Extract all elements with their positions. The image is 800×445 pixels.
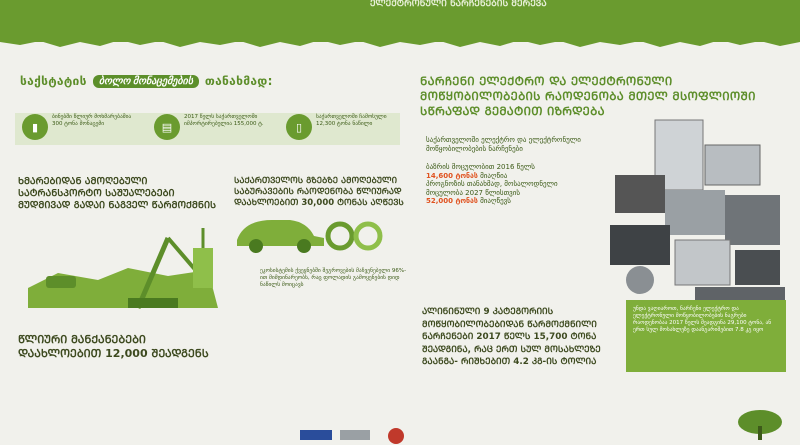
partner-logo bbox=[340, 430, 370, 440]
mid-line: პროგნოზის თანახმად, მოსალოდნელი მოცულობა 2027 წლისთვის bbox=[426, 180, 558, 197]
eu-flag-logo bbox=[300, 430, 332, 440]
block2-body: ეკოსისტემის ქვეყნებში შეგროვების მაჩვენებელი 96%-ით მიმდინარეობს, რაც ფოლადის გამოყენების დიდ ნაწილს მოიცავს bbox=[260, 268, 407, 288]
seal-logo bbox=[388, 428, 404, 444]
title-prefix: საქსტატის bbox=[20, 74, 87, 88]
phone-icon: ▯ bbox=[286, 114, 312, 140]
value1-after: მიაღწია bbox=[480, 171, 508, 180]
right-para bbox=[426, 136, 591, 206]
top-headline: ᲔᲚᲔᲥᲢᲠᲝᲜᲣᲚᲘ ᲜᲐᲠᲩᲔᲜᲔᲑᲘᲡ ᲛᲔᲠᲔᲕᲐ bbox=[370, 0, 547, 9]
green-info-box: უნდა ვაღიაროთ, ნარჩენი ელექტრო და ელექტრონული მოწყობილობების ნაგრები რაოდენობაა 2017 წელს შეადგინა 29,100 ტონა, ან ერთ სულ მოსახლეზე დაანგარიშებით 7.8 კგ იყო bbox=[626, 300, 786, 372]
block3-title: ᲐᲚᲘᲜᲘᲜᲣᲚᲘ 9 ᲙᲐᲢᲔᲒᲝᲠᲘᲘᲡ ᲛᲝᲬᲧᲝᲑᲘᲚᲝᲑᲔᲑᲘᲓᲐᲜ ᲬᲐᲠᲛᲝᲥᲛᲜᲘᲚᲘ ᲜᲐᲠᲩᲔᲜᲔᲑᲘ 2017 ᲬᲔᲚᲡ 15,700 ᲢᲝᲜᲐ ᲨᲔᲐᲓᲒᲘᲜᲐ, ᲠᲐᲪ ᲔᲠᲗ ᲡᲣᲚ ᲛᲝᲡᲐᲮᲚᲔᲖᲔ ᲒᲐᲐᲜᲒᲐ- ᲠᲘᲨᲮᲔᲑᲘᲗ 4.2 ᲙᲒ-ᲘᲡ ᲢᲝᲚᲘᲐ bbox=[422, 307, 601, 367]
year-line: ბაზრის მოცულობით 2016 წელს bbox=[426, 163, 535, 171]
stat-item bbox=[286, 114, 404, 140]
value2-after: მიაღწევს bbox=[480, 197, 511, 205]
stat-text: 2017 წელს საქართველოში იმპორტირებულია 155,000 ტ. bbox=[184, 114, 264, 127]
block1-title: ᲮᲛᲐᲠᲔᲑᲘᲓᲐᲜ ᲐᲛᲝᲦᲔᲑᲣᲚᲘ ᲡᲐᲢᲠᲐᲜᲡᲞᲝᲠᲢᲝ ᲡᲐᲨᲣᲐᲚᲔᲑᲔᲑᲘ ᲛᲣᲓᲛᲘᲕᲐᲓ ᲒᲐᲓᲐᲘ ᲜᲐᲒᲕᲔᲚ ᲬᲐᲠᲛᲝᲥᲛᲜᲘᲡ bbox=[18, 176, 217, 211]
top-banner bbox=[0, 0, 800, 42]
value1-line bbox=[426, 172, 591, 181]
battery-icon: ▮ bbox=[22, 114, 48, 140]
block1-bottom: ᲬᲚᲘᲣᲠᲘ ᲛᲐᲜᲥᲐᲜᲔᲑᲔᲑᲘ ᲓᲐᲐᲮᲚᲝᲔᲑᲘᲗ 12,000 ᲨᲔᲐᲓᲒᲔᲜᲡ bbox=[18, 333, 209, 360]
ewaste-pile-illustration bbox=[595, 115, 795, 305]
stat-text: ბინებში წლიურ მოხმარებაშია 300 ტონა მონაცემი bbox=[52, 114, 132, 127]
stat-text: საქართველოში ჩამოსული 12,300 ტონა ნაწილი bbox=[316, 114, 387, 127]
printer-icon: ▤ bbox=[154, 114, 180, 140]
scrap-yard-illustration bbox=[18, 218, 228, 318]
right-title: ᲜᲐᲠᲩᲔᲜᲘ ᲔᲚᲔᲥᲢᲠᲝ ᲓᲐ ᲔᲚᲔᲥᲢᲠᲝᲜᲣᲚᲘ ᲛᲝᲬᲧᲝᲑᲘᲚᲝᲑᲔᲑᲘᲡ ᲠᲐᲝᲓᲔᲜᲝᲑᲐ ᲛᲗᲔᲚ ᲛᲡᲝᲤᲚᲘᲝᲨᲘ ᲡᲬᲠᲐᲤᲐᲓ ᲒᲔᲛᲐᲢᲘᲗ ᲘᲖᲠᲓᲔᲑᲐ bbox=[420, 74, 756, 118]
para-intro: საქართველოში ელექტრო და ელექტრონული მოწყობილობების ნარჩენები bbox=[426, 136, 581, 153]
title-suffix: თანახმად: bbox=[204, 74, 273, 88]
stat-item bbox=[154, 114, 272, 140]
value2: 52,000 ტონას bbox=[426, 197, 478, 205]
block2-title: ᲡᲐᲥᲐᲠᲗᲕᲔᲚᲝᲡ ᲒᲖᲔᲑᲖᲔ ᲐᲛᲝᲦᲔᲑᲣᲚᲘ ᲡᲐᲑᲣᲠᲐᲕᲔᲑᲘᲡ ᲠᲐᲝᲓᲔᲜᲝᲑᲐ ᲬᲚᲘᲣᲠᲐᲓ ᲓᲐᲐᲮᲚᲝᲔᲑᲘᲗ 30,000 ᲢᲝᲜᲐᲡ ᲐᲦᲬᲔᲕᲡ bbox=[234, 176, 404, 208]
car-tires-illustration bbox=[232, 206, 392, 254]
torn-edge bbox=[0, 36, 800, 48]
tree-logo bbox=[735, 408, 785, 444]
stat-item bbox=[22, 114, 140, 140]
stats-row bbox=[22, 114, 402, 140]
value2-line bbox=[426, 197, 591, 206]
left-title bbox=[20, 74, 273, 89]
title-pill: ბოლო მონაცემების bbox=[93, 75, 199, 88]
value1: 14,600 ტონას bbox=[426, 171, 478, 180]
